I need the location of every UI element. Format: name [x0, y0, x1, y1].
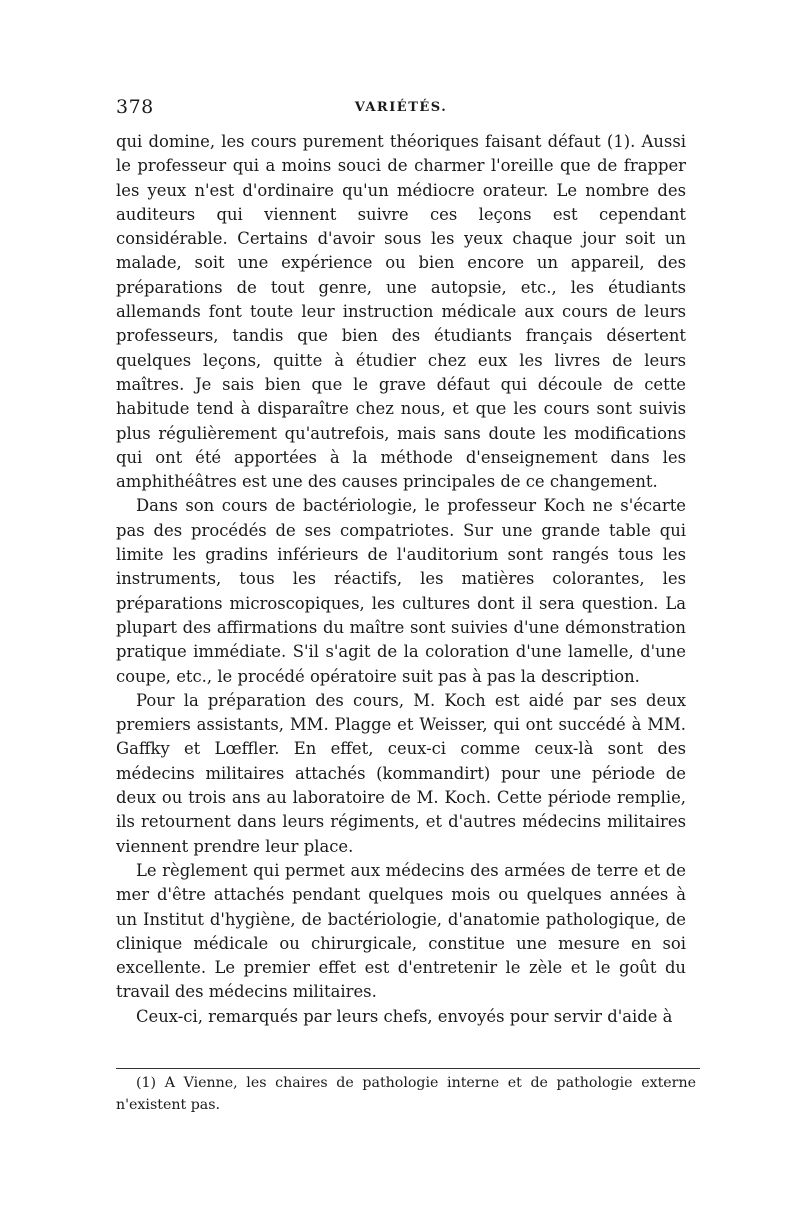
paragraph: Le règlement qui permet aux médecins des armées de terre et de mer d'être attachés pendant quelques mois ou quelques années à un Institut d'hygiène, de bactériologie, d'anatomie pathologique, de clinique médicale ou chirurgicale, constitue une mesure en soi excellente. Le premier effet est d'entretenir le zèle et le goût du travail des médecins militaires. [116, 860, 686, 1002]
running-title: VARIÉTÉS. [354, 100, 448, 115]
paragraph: qui domine, les cours purement théoriques faisant défaut (1). Aussi le professeur qui a moins souci de charmer l'oreille que de frapper les yeux n'est d'ordinaire qu'un médiocre orateur. Le nombre des auditeurs qui viennent suivre ces leçons est cependant considérable. Certains d'avoir sous les yeux chaque jour soit un malade, soit une expérience ou bien encore un appareil, des préparations de tout genre, une autopsie, etc., les étudiants allemands font toute leur instruction médicale aux cours de leurs professeurs, tandis que bien des étudiants français désertent quelques leçons, quitte à étudier chez eux les livres de leurs maîtres. Je sais bien que le grave défaut qui découle de cette habitude tend à disparaître chez nous, et que les cours sont suivis plus régulièrement qu'autrefois, mais sans doute les modifications qui ont été apportées à la méthode d'enseignement dans les amphithéâtres est une des causes principales de ce changement. [116, 132, 686, 492]
paragraph: Pour la préparation des cours, M. Koch est aidé par ses deux premiers assistants, MM. Plagge et Weisser, qui ont succédé à MM. Gaffky et Lœffler. En effet, ceux-ci comme ceux-là sont des médecins militaires attachés (kommandirt) pour une période de deux ou trois ans au laboratoire de M. Koch. Cette période remplie, ils retournent dans leurs régiments, et d'autres médecins militaires viennent prendre leur place. [116, 690, 686, 856]
footnote-divider [116, 1068, 700, 1069]
footnote [116, 1072, 696, 1116]
page-number: 378 [116, 96, 154, 118]
page-header [116, 96, 686, 124]
body-text [116, 130, 686, 1029]
paragraph: Ceux-ci, remarqués par leurs chefs, envoyés pour servir d'aide à [136, 1006, 673, 1026]
footnote-text: (1) A Vienne, les chaires de pathologie interne et de pathologie externe n'existent pas. [116, 1075, 696, 1113]
paragraph: Dans son cours de bactériologie, le professeur Koch ne s'écarte pas des procédés de ses compatriotes. Sur une grande table qui limite les gradins inférieurs de l'auditorium sont rangés tous les instruments, tous les réactifs, les matières colorantes, les préparations microscopiques, les cultures dont il sera question. La plupart des affirmations du maître sont suivies d'une démonstration pratique immédiate. S'il s'agit de la coloration d'une lamelle, d'une coupe, etc., le procédé opératoire suit pas à pas la description. [116, 496, 686, 686]
